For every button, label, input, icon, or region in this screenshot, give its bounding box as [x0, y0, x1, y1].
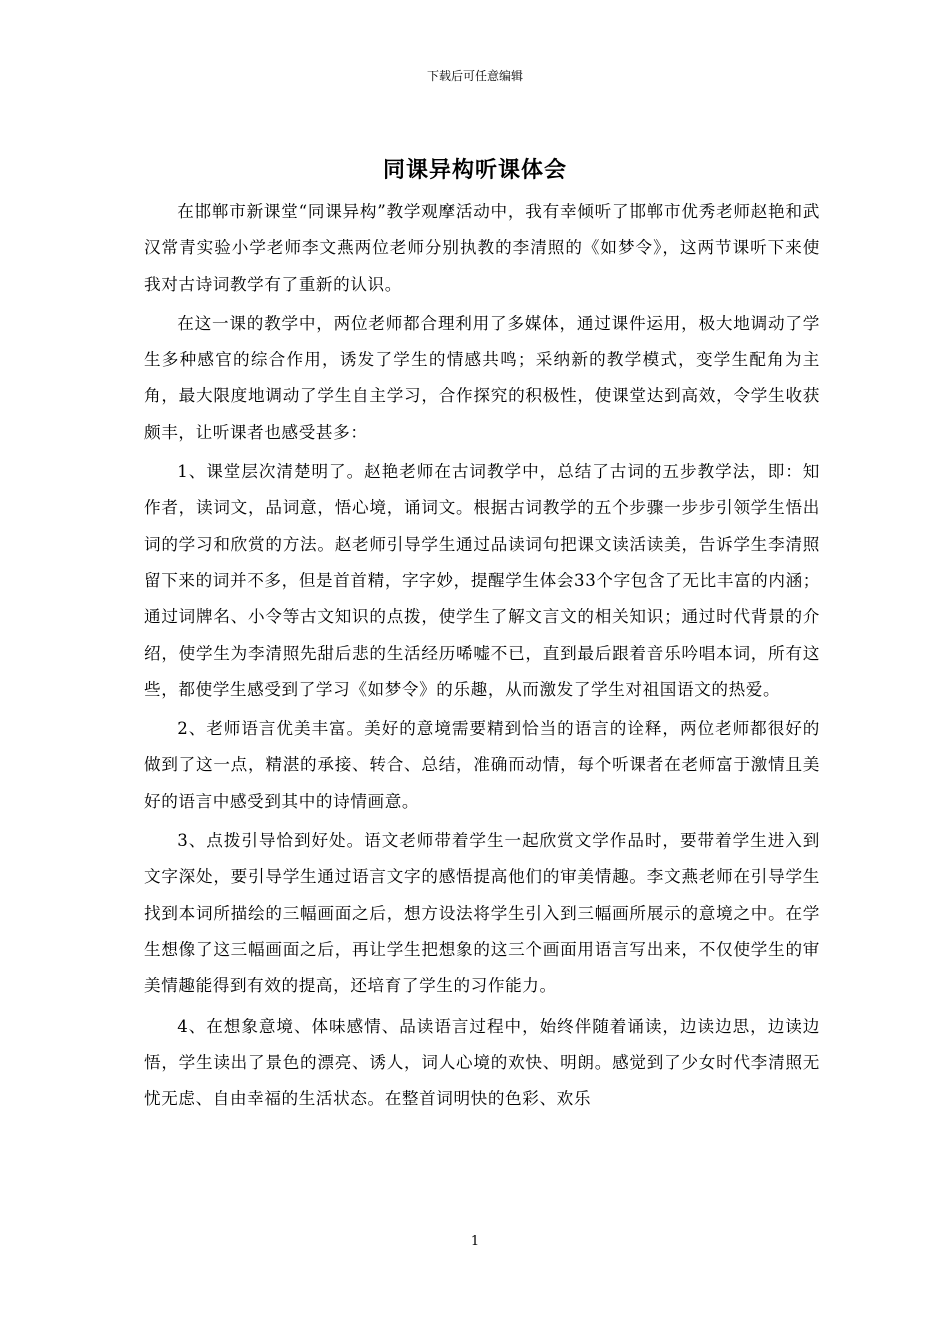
document-title: 同课异构听课体会: [382, 157, 567, 183]
document-body: [144, 194, 820, 1120]
paragraph-point-4: 4、在想象意境、体味感情、品读语言过程中，始终伴随着诵读，边读边思，边读边悟，学生读出了景色的漂亮、诱人，词人心境的欢快、明朗。感觉到了少女时代李清照无忧无虑、自由幸福的生活状态。在整首词明快的色彩、欢乐: [144, 1016, 820, 1109]
page-number: 1: [470, 1234, 480, 1249]
paragraph-overview: 在这一课的教学中，两位老师都合理利用了多媒体，通过课件运用，极大地调动了学生多种感官的综合作用，诱发了学生的情感共鸣；采纳新的教学模式，变学生配角为主角，最大限度地调动了学生自主学习，合作探究的积极性，使课堂达到高效，令学生收获颇丰，让听课者也感受甚多：: [144, 313, 820, 442]
paragraph-intro: 在邯郸市新课堂“同课异构”教学观摩活动中，我有幸倾听了邯郸市优秀老师赵艳和武汉常青实验小学老师李文燕两位老师分别执教的李清照的《如梦令》，这两节课听下来使我对古诗词教学有了重新的认识。: [144, 202, 820, 294]
paragraph-point-1: 1、课堂层次清楚明了。赵艳老师在古词教学中，总结了古词的五步教学法，即：知作者，读词文，品词意，悟心境，诵词文。根据古词教学的五个步骤一步步引领学生悟出词的学习和欣赏的方法。赵老师引导学生通过品读词句把课文读活读美，告诉学生李清照留下来的词并不多，但是首首精，字字妙，提醒学生体会33个字包含了无比丰富的内涵；通过词牌名、小令等古文知识的点拨，使学生了解文言文的相关知识；通过时代背景的介绍，使学生为李清照先甜后悲的生活经历唏嘘不已，直到最后跟着音乐吟唱本词，所有这些，都使学生感受到了学习《如梦令》的乐趣，从而激发了学生对祖国语文的热爱。: [144, 462, 820, 699]
paragraph-point-2: 2、老师语言优美丰富。美好的意境需要精到恰当的语言的诠释，两位老师都很好的做到了这一点，精湛的承接、转合、总结，准确而动情，每个听课者在老师富于激情且美好的语言中感受到其中的诗情画意。: [144, 719, 820, 811]
header-note: 下载后可任意编辑: [426, 69, 523, 83]
paragraph-point-3: 3、点拨引导恰到好处。语文老师带着学生一起欣赏文学作品时，要带着学生进入到文字深处，要引导学生通过语言文字的感悟提高他们的审美情趣。李文燕老师在引导学生找到本词所描绘的三幅画面之后，想方设法将学生引入到三幅画所展示的意境之中。在学生想像了这三幅画面之后，再让学生把想象的这三个画面用语言写出来，不仅使学生的审美情趣能得到有效的提高，还培育了学生的习作能力。: [144, 831, 820, 996]
